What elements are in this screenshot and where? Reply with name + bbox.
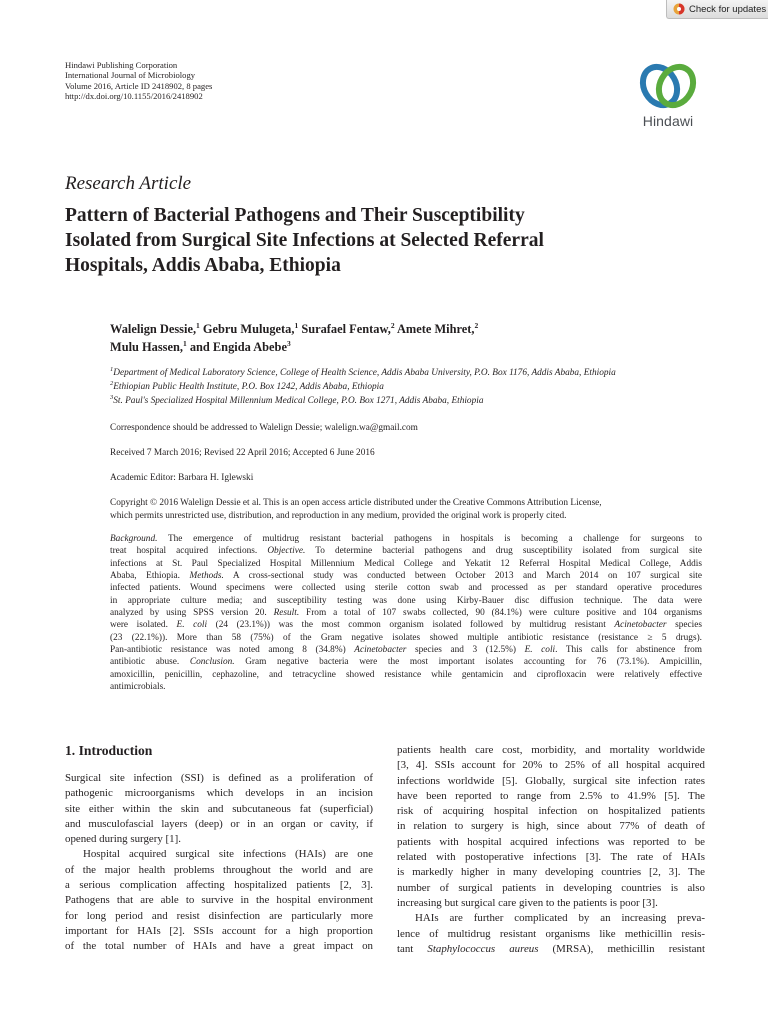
abstract-text: A cross-sectional study was conducted between October 2013 and March 2014 on 107 surgical site <box>223 571 703 582</box>
affiliation-item <box>110 380 616 394</box>
author-name[interactable]: Surafael Fentaw, <box>301 322 391 336</box>
hindawi-rings-icon <box>636 60 700 112</box>
abstract-line: amoxicillin, penicillin, cephazoline, and tetracycline showed resistance while gentamicin and ciprofloxacin were relatively effective <box>110 669 702 680</box>
body-text: tant <box>397 942 428 955</box>
abstract-text: species <box>666 620 703 631</box>
body-line: and musculofascial layers (deep) or in an organ or cavity, if <box>65 817 373 830</box>
body-line: Surgical site infection (SSI) is defined as a proliferation of <box>65 772 373 784</box>
author-name[interactable]: Walelign Dessie, <box>110 322 197 336</box>
body-column-left <box>65 771 373 955</box>
title-line: Isolated from Surgical Site Infections at Selected Referral <box>65 230 544 251</box>
abstract-text: Ababa, Ethiopia. <box>110 571 190 582</box>
body-line: is markedly higher in many developing countries [2, 3]. The <box>397 866 705 879</box>
body-line: patients with hospital acquired infections was reported to be <box>397 835 705 848</box>
abstract-text: To determine bacterial pathogens and drug susceptibility isolated from surgical site <box>305 546 702 557</box>
author-affiliation-mark: 1 <box>196 320 200 330</box>
abstract-text: Gram negative bacteria were the most important isolates accounting for 76 (73.1%). Ampicillin, <box>234 657 703 668</box>
author-list <box>110 320 710 356</box>
body-line: Hospital acquired surgical site infections (HAIs) are one <box>83 848 373 861</box>
species-name: E. coli <box>524 645 556 656</box>
abstract-text: treat hospital acquired infections. <box>110 546 268 557</box>
affiliation-text: St. Paul's Specialized Hospital Millennium Medical College, P.O. Box 1271, Addis Ababa, Ethiopia <box>113 396 484 406</box>
body-line: [3, 4]. SSIs account for 20% to 25% of all hospital acquired <box>397 759 705 772</box>
body-line: related with postoperative infections [3]. The rate of HAIs <box>397 851 705 864</box>
abstract-line: antimicrobials. <box>110 682 166 693</box>
affiliation-item <box>110 366 616 380</box>
abstract-text: The emergence of multidrug resistant bacterial pathogens in hospitals is becoming a challenge for surgeons to <box>157 534 702 544</box>
author-name[interactable]: and Engida Abebe <box>189 340 287 354</box>
affiliation-mark: 3 <box>110 393 114 401</box>
check-for-updates-button[interactable] <box>666 0 768 19</box>
abstract-label-methods: Methods. <box>189 571 224 582</box>
author-name[interactable]: Gebru Mulugeta, <box>202 322 295 336</box>
abstract-line: (23 (22.1%)). More than 58 (75%) of the Gram negative isolates showed multiple antibiotic resistance (resistance ≥ 5 drugs). <box>110 632 702 643</box>
body-line: infections worldwide [5]. Globally, surgical site infection rates <box>397 774 705 787</box>
affiliation-item <box>110 394 616 408</box>
body-line: of the total number of HAIs and have a great impact on <box>65 940 373 953</box>
author-affiliation-mark: 2 <box>474 320 479 330</box>
abstract-line <box>110 644 702 656</box>
academic-editor: Academic Editor: Barbara H. Iglewski <box>110 473 254 483</box>
abstract-line <box>110 570 702 582</box>
publisher-line: Hindawi Publishing Corporation <box>65 60 178 70</box>
abstract-line <box>110 533 702 545</box>
abstract-line <box>110 619 702 631</box>
body-line: increasing but surgical care given to the patients is poor [3]. <box>397 896 658 909</box>
species-name: E. coli <box>176 620 208 631</box>
body-line: pathogenic microorganisms which develops in an incision <box>65 787 373 800</box>
abstract-line: infections at St. Paul Specialized Hospital Millennium Medical College and Yekatit 12 Referral Hospital Medical College, Addis <box>110 558 702 569</box>
author-name[interactable]: Amete Mihret, <box>396 322 475 336</box>
journal-header <box>65 60 212 101</box>
body-line: lence of multidrug resistant organisms like methicillin resis- <box>397 927 705 940</box>
affiliation-text: Department of Medical Laboratory Science, College of Health Science, Addis Ababa University, P.O. Box 1176, Addis Ababa, Ethiopia <box>113 368 616 378</box>
abstract-label-background: Background. <box>110 534 158 544</box>
body-line: for long period and resist disinfection are particularly more <box>65 909 373 922</box>
abstract-line <box>110 656 702 668</box>
affiliation-list <box>110 366 616 408</box>
abstract-text: . This calls for abstinence from <box>555 645 702 656</box>
hindawi-wordmark: Hindawi <box>642 113 694 129</box>
body-line: of the major health problems throughout the world and are <box>65 863 373 876</box>
abstract-text: species and 3 (12.5%) <box>406 645 525 656</box>
author-affiliation-mark: 1 <box>182 338 187 348</box>
affiliation-mark: 1 <box>110 365 114 373</box>
body-line <box>397 942 705 957</box>
body-column-right <box>397 743 705 957</box>
abstract-text: antibiotic abuse. <box>110 657 190 668</box>
title-line: Pattern of Bacterial Pathogens and Their Susceptibility <box>65 205 525 226</box>
species-name: Staphylococcus aureus <box>427 942 539 955</box>
body-line: site either within the skin and subcutaneous fat (superficial) <box>65 802 373 815</box>
abstract <box>110 533 702 693</box>
article-type: Research Article <box>65 173 192 194</box>
body-line: HAIs are further complicated by an increasing preva- <box>415 912 705 925</box>
correspondence-note: Correspondence should be addressed to Walelign Dessie; walelign.wa@gmail.com <box>110 423 418 433</box>
abstract-text: were isolated. <box>110 620 177 631</box>
body-line: in relation to surgery is high, since about 77% of death of <box>397 820 705 833</box>
body-text: (MRSA), methicillin resistant <box>538 942 705 955</box>
author-affiliation-mark: 3 <box>286 338 291 348</box>
copyright-line: which permits unrestricted use, distribution, and reproduction in any medium, provided the original work is properly cited. <box>110 511 567 521</box>
abstract-line: in appropriate culture media; and susceptibility testing was done using Kirby-Bauer disc diffusion technique. The data were <box>110 595 702 606</box>
abstract-text: Pan-antibiotic resistance was noted among 8 (34.8%) <box>110 645 355 656</box>
affiliation-text: Ethiopian Public Health Institute, P.O. Box 1242, Addis Ababa, Ethiopia <box>113 382 384 392</box>
abstract-text: analyzed by using SPSS version 20. <box>110 608 274 619</box>
author-affiliation-mark: 1 <box>294 320 299 330</box>
received-dates: Received 7 March 2016; Revised 22 April 2016; Accepted 6 June 2016 <box>110 448 375 458</box>
copyright-line: Copyright © 2016 Walelign Dessie et al. This is an open access article distributed under the Creative Commons Attribution License, <box>110 498 602 508</box>
abstract-line <box>110 607 702 619</box>
body-line: number of surgical patients in developing countries is also <box>397 881 705 894</box>
volume-line: Volume 2016, Article ID 2418902, 8 pages <box>65 80 213 91</box>
copyright-notice <box>110 497 705 523</box>
abstract-line: infected patients. Wound specimens were collected using sterile cotton swab and processed as per standard operative procedures <box>110 583 702 594</box>
body-line: risk of acquiring hospital infection on hospitalized patients <box>397 805 705 818</box>
abstract-label-conclusion: Conclusion. <box>189 657 235 668</box>
body-line: patients health care cost, morbidity, and mortality worldwide <box>397 744 705 756</box>
body-line: opened during surgery [1]. <box>65 833 181 846</box>
doi-link[interactable]: http://dx.doi.org/10.1155/2016/2418902 <box>65 90 203 101</box>
species-name: Acinetobacter <box>614 620 667 631</box>
section-heading-introduction: 1. Introduction <box>65 743 153 758</box>
journal-name-line: International Journal of Microbiology <box>65 70 196 81</box>
body-line: have been reported to range from 2.5% to 41.9% [5]. The <box>397 789 705 802</box>
abstract-label-result: Result. <box>273 608 300 619</box>
title-line: Hospitals, Addis Ababa, Ethiopia <box>65 255 341 276</box>
author-affiliation-mark: 2 <box>390 320 395 330</box>
body-line: Pathogens that are able to survive in the hospital environment <box>65 894 373 907</box>
check-for-updates-label: Check for updates <box>689 3 767 15</box>
hindawi-logo <box>628 60 708 135</box>
species-name: Acinetobacter <box>354 645 407 656</box>
body-line: a serious complication affecting hospitalized patients [2, 3]. <box>65 879 373 892</box>
affiliation-mark: 2 <box>110 379 114 387</box>
abstract-text: From a total of 107 swabs collected, 90 (84.1%) were culture positive and 104 organisms <box>299 608 702 619</box>
abstract-line <box>110 545 702 557</box>
article-title <box>65 203 685 278</box>
abstract-label-objective: Objective. <box>267 546 306 557</box>
author-name[interactable]: Mulu Hassen, <box>110 340 183 354</box>
body-line: important for HAIs [2]. SSIs account for a high proportion <box>65 924 373 937</box>
crossmark-icon <box>673 3 685 15</box>
abstract-text: (24 (23.1%)) was the most common organism isolated followed by multidrug resistant <box>207 620 615 631</box>
